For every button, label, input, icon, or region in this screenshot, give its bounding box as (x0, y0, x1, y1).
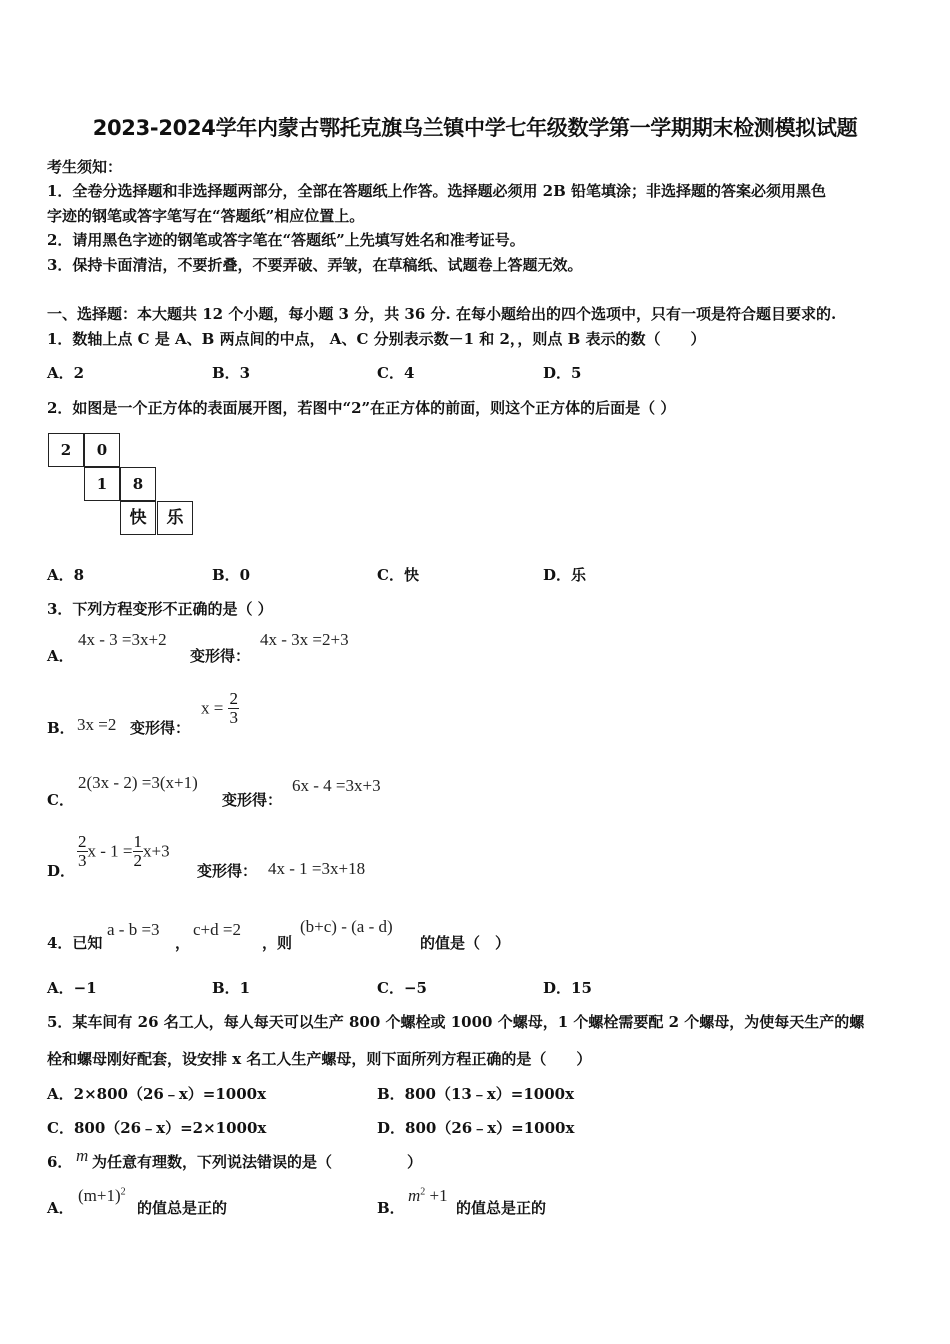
q6-b-expression (408, 1186, 448, 1206)
q4-condition-1: a - b =3 (107, 920, 160, 939)
section-heading: 一、选择题：本大题共 12 个小题，每小题 3 分，共 36 分. 在每小题给出的四个选项中，只有一项是符合题目要求的. (47, 305, 837, 323)
fraction (228, 690, 239, 727)
q3-c-transform: 变形得： (222, 791, 283, 809)
q3-b-label: B． (47, 719, 75, 737)
q2-option-c: C．快 (377, 566, 419, 584)
q5-stem-line1: 5．某车间有 26 名工人，每人每天可以生产 800 个螺栓或 1000 个螺母，1 个螺栓需要配 2 个螺母，为使每天生产的螺 (47, 1013, 865, 1031)
q3-c-equation: 2(3x - 2) =3(x+1) (78, 773, 198, 792)
q3-b-result (201, 690, 239, 727)
q3-a-label: A． (47, 647, 74, 665)
q5-option-b: B．800（13﹣x）=1000x (377, 1085, 575, 1103)
q4-condition-2: c+d =2 (193, 920, 241, 939)
q4-option-b: B．1 (212, 979, 251, 997)
q6-b-label: B． (377, 1199, 405, 1217)
net-cell: 乐 (157, 501, 193, 535)
q6-b-exponent: 2 (420, 1186, 426, 1198)
q1-stem: 1．数轴上点 C 是 A、B 两点间的中点， A、C 分别表示数－1 和 2，，则点 B 表示的数（ ） (47, 330, 706, 348)
q3-b-lhs: x = (201, 698, 224, 718)
q5-option-c: C．800（26﹣x）=2×1000x (47, 1119, 267, 1137)
q4-prefix: 4．已知 (47, 934, 103, 952)
q6-a-exponent: 2 (120, 1186, 126, 1198)
denominator: 3 (78, 851, 87, 870)
q6-stem: 为任意有理数，下列说法错误的是（ ） (92, 1153, 423, 1171)
q3-b-equation: 3x =2 (77, 715, 117, 734)
net-cell: 2 (48, 433, 84, 467)
q3-b-transform: 变形得： (130, 719, 191, 737)
q4-then: ，则 (262, 934, 293, 952)
q3-d-label: D． (47, 862, 76, 880)
q6-b-text: 的值总是正的 (456, 1199, 547, 1217)
numerator: 1 (133, 832, 142, 851)
q3-a-transform: 变形得： (190, 647, 251, 665)
q5-option-d: D．800（26﹣x）=1000x (377, 1119, 575, 1137)
denominator: 3 (229, 708, 238, 727)
q6-a-text: 的值总是正的 (137, 1199, 228, 1217)
fraction (77, 833, 88, 870)
q5-option-a: A．2×800（26﹣x）=1000x (47, 1085, 267, 1103)
q3-stem: 3．下列方程变形不正确的是（ ） (47, 600, 273, 618)
q4-option-c: C．−5 (377, 979, 427, 997)
q3-c-label: C． (47, 791, 74, 809)
q4-option-a: A．−1 (47, 979, 97, 997)
net-cell: 8 (120, 467, 156, 501)
q6-a-base: (m+1) (78, 1186, 121, 1205)
q3-d-result: 4x - 1 =3x+18 (268, 859, 366, 878)
q6-variable: m (76, 1146, 89, 1165)
notice-line-1a: 1．全卷分选择题和非选择题两部分，全部在答题纸上作答。选择题必须用 2B 铅笔填涂；非选择题的答案必须用黑色 (47, 182, 827, 200)
fraction (133, 833, 144, 870)
q6-number: 6． (47, 1153, 73, 1171)
notice-line-3: 3．保持卡面清洁，不要折叠，不要弄破、弄皱，在草稿纸、试题卷上答题无效。 (47, 256, 583, 274)
q3-d-mid: x - 1 = (87, 841, 133, 861)
notice-line-1b: 字迹的钢笔或答字笔写在“答题纸”相应位置上。 (47, 207, 365, 225)
q4-option-d: D．15 (543, 979, 592, 997)
q2-option-b: B．0 (212, 566, 251, 584)
numerator: 2 (229, 689, 238, 708)
q3-a-equation: 4x - 3 =3x+2 (78, 630, 167, 649)
q3-c-result: 6x - 4 =3x+3 (292, 776, 381, 795)
q4-comma: ， (175, 934, 191, 952)
net-cell: 1 (84, 467, 120, 501)
net-cell: 0 (84, 433, 120, 467)
page-title: 2023-2024学年内蒙古鄂托克旗乌兰镇中学七年级数学第一学期期末检测模拟试题 (92, 116, 858, 140)
q1-option-c: C．4 (377, 364, 415, 382)
numerator: 2 (78, 832, 87, 851)
q1-option-a: A．2 (47, 364, 85, 382)
q2-option-d: D．乐 (543, 566, 587, 584)
q6-a-expression (78, 1186, 126, 1206)
q4-expression: (b+c) - (a - d) (300, 917, 393, 936)
q6-b-tail: +1 (425, 1186, 448, 1205)
denominator: 2 (133, 851, 142, 870)
q2-option-a: A．8 (47, 566, 85, 584)
q2-stem: 2．如图是一个正方体的表面展开图，若图中“2”在正方体的前面，则这个正方体的后面是（ ） (47, 399, 676, 417)
q3-a-result: 4x - 3x =2+3 (260, 630, 349, 649)
net-cell: 快 (120, 501, 156, 535)
q5-stem-line2: 栓和螺母刚好配套，设安排 x 名工人生产螺母，则下面所列方程正确的是（ ） (47, 1050, 592, 1068)
q4-suffix: 的值是（ ） (420, 934, 511, 952)
q3-d-transform: 变形得： (197, 862, 258, 880)
q6-b-base: m (408, 1186, 421, 1205)
q6-a-label: A． (47, 1199, 74, 1217)
q3-d-equation (77, 833, 170, 870)
q1-option-d: D．5 (543, 364, 582, 382)
notice-heading: 考生须知： (47, 158, 123, 176)
q1-option-b: B．3 (212, 364, 251, 382)
notice-line-2: 2．请用黑色字迹的钢笔或答字笔在“答题纸”上先填写姓名和准考证号。 (47, 231, 525, 249)
q3-d-tail: x+3 (143, 841, 170, 861)
